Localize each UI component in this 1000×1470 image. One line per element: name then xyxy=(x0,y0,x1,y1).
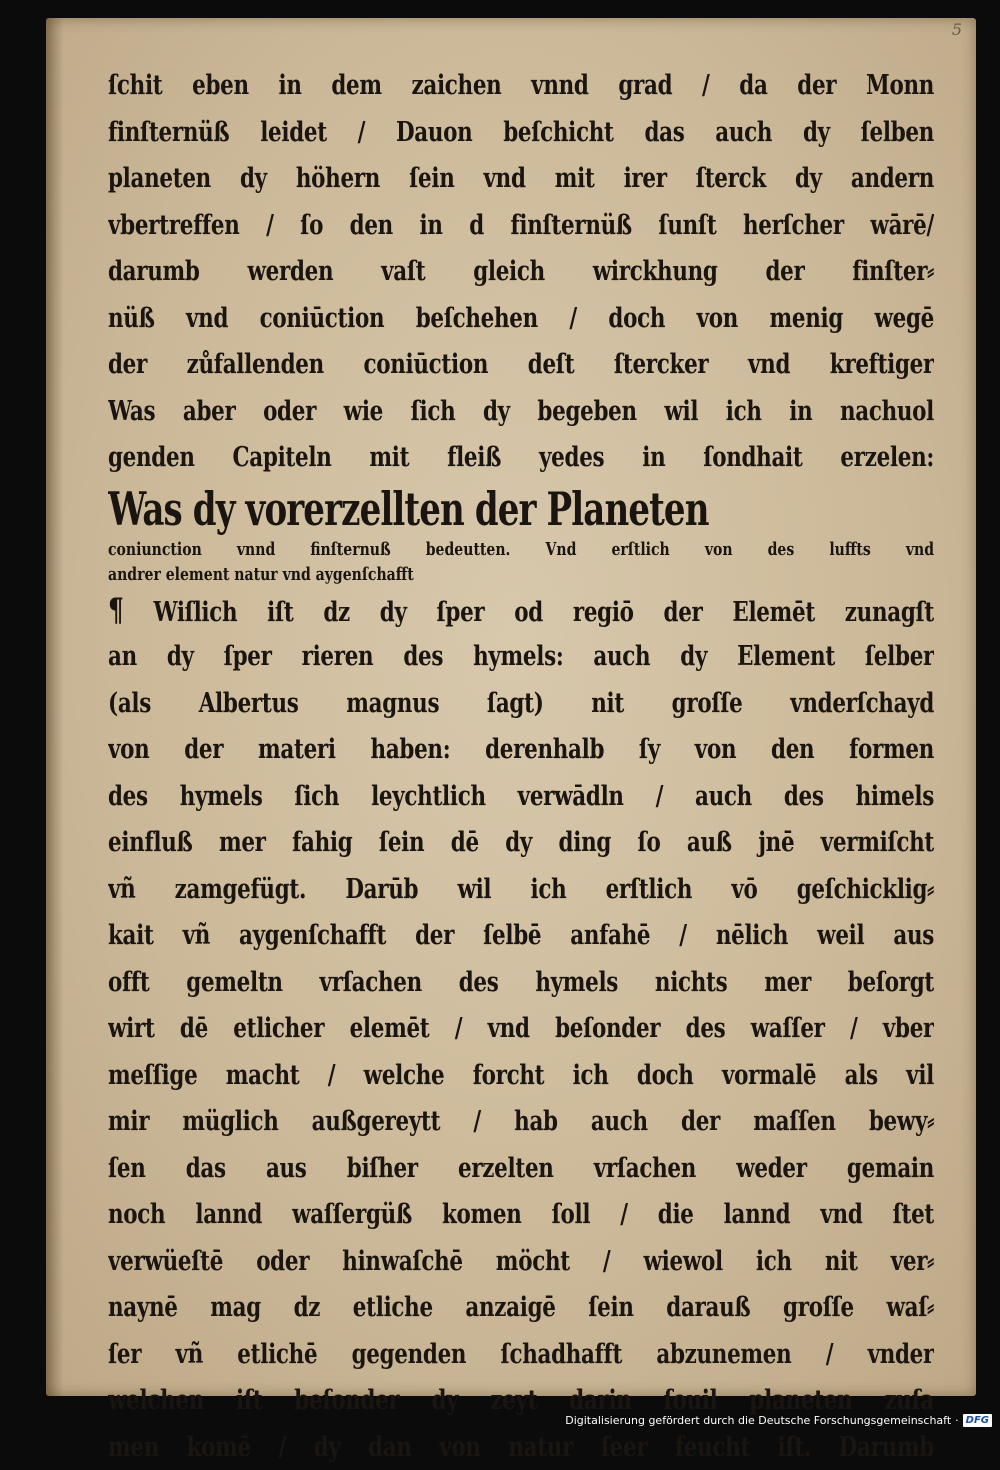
text-line: wirt dē etlicher elemēt / vnd beſonder des waſſer / vber xyxy=(108,1005,934,1052)
text-line: ſchit eben in dem zaichen vnnd grad / da der Monn xyxy=(108,62,934,109)
text-block xyxy=(108,62,934,1470)
text-line: Was aber oder wie ſich dy begeben wil ich in nachuol xyxy=(108,388,934,435)
chapter-heading: Was dy vorerzellten der Planeten xyxy=(108,481,934,537)
text-line: einfluß mer fahig ſein dē dy ding ſo auß jnē vermiſcht xyxy=(108,819,934,866)
page-edge-shadow xyxy=(46,18,64,1396)
text-line: nüß vnd coniūction beſchehen / doch von menig wegē xyxy=(108,295,934,342)
text-line: an dy ſper rieren des hymels: auch dy Element ſelber xyxy=(108,633,934,680)
text-line: finſternüß leidet / Dauon beſchicht das auch dy ſelben xyxy=(108,109,934,156)
text-line: ſer vñ etlichē gegenden ſchadhafft abzunemen / vnder xyxy=(108,1331,934,1378)
text-line: noch lannd waſſergüß komen ſoll / die lannd vnd ſtet xyxy=(108,1191,934,1238)
chapter-subheading-line: coniunction vnnd finſternuß bedeutten. Vnd erſtlich von des luffts vnd xyxy=(108,537,934,562)
text-line: des hymels ſich leychtlich verwādln / auch des himels xyxy=(108,773,934,820)
credit-text: Digitalisierung gefördert durch die Deutsche Forschungsgemeinschaft xyxy=(565,1414,951,1427)
text-line-content: Wiſlich iſt dz dy ſper od regiō der Elemēt zunagſt xyxy=(124,596,934,628)
digitization-credit xyxy=(565,1414,992,1427)
chapter-subheading-line: andrer element natur vnd aygenſchafft xyxy=(108,562,934,587)
text-line: darumb werden vaſt gleich wirckhung der finſter⸗ xyxy=(108,248,934,295)
text-line: genden Capiteln mit fleiß yedes in ſondhait erzelen: xyxy=(108,434,934,481)
text-line: naynē mag dz etliche anzaigē ſein darauß groſſe waſ⸗ xyxy=(108,1284,934,1331)
paragraph-mark-icon: ¶ xyxy=(108,591,124,629)
text-line: (als Albertus magnus ſagt) nit groſſe vnderſchayd xyxy=(108,680,934,727)
text-line: vñ zamgefügt. Darūb wil ich erſtlich vō geſchicklig⸗ xyxy=(108,866,934,913)
credit-separator: · xyxy=(955,1414,959,1427)
text-line: der zůfallenden coniūction deſt ſtercker vnd kreftiger xyxy=(108,341,934,388)
text-line-first xyxy=(108,587,934,634)
text-line: offt gemeltn vrſachen des hymels nichts mer beſorgt xyxy=(108,959,934,1006)
folio-number: 5 xyxy=(952,20,962,39)
text-line: meſſige macht / welche forcht ich doch vormalē als vil xyxy=(108,1052,934,1099)
dfg-logo-icon: DFG xyxy=(963,1414,992,1427)
text-line: kait vñ aygenſchafft der ſelbē anfahē / nēlich weil aus xyxy=(108,912,934,959)
text-line: verwüeſtē oder hinwaſchē möcht / wiewol ich nit ver⸗ xyxy=(108,1238,934,1285)
text-line: welchen iſt beſonder dy zeyt darin ſouil planeten zuſa xyxy=(108,1377,934,1424)
text-line: von der materi haben: derenhalb ſy von den formen xyxy=(108,726,934,773)
text-line: planeten dy höhern ſein vnd mit irer ſterck dy andern xyxy=(108,155,934,202)
text-line: ſen das aus biſher erzelten vrſachen weder gemain xyxy=(108,1145,934,1192)
text-line: vbertreffen / ſo den in d finſternüß ſunſt herſcher wārē/ xyxy=(108,202,934,249)
text-line: men komē / dy dan von natur ſeer feucht iſt. Darumb xyxy=(108,1424,934,1470)
text-line: mir müglich außgereytt / hab auch der maſſen bewy⸗ xyxy=(108,1098,934,1145)
